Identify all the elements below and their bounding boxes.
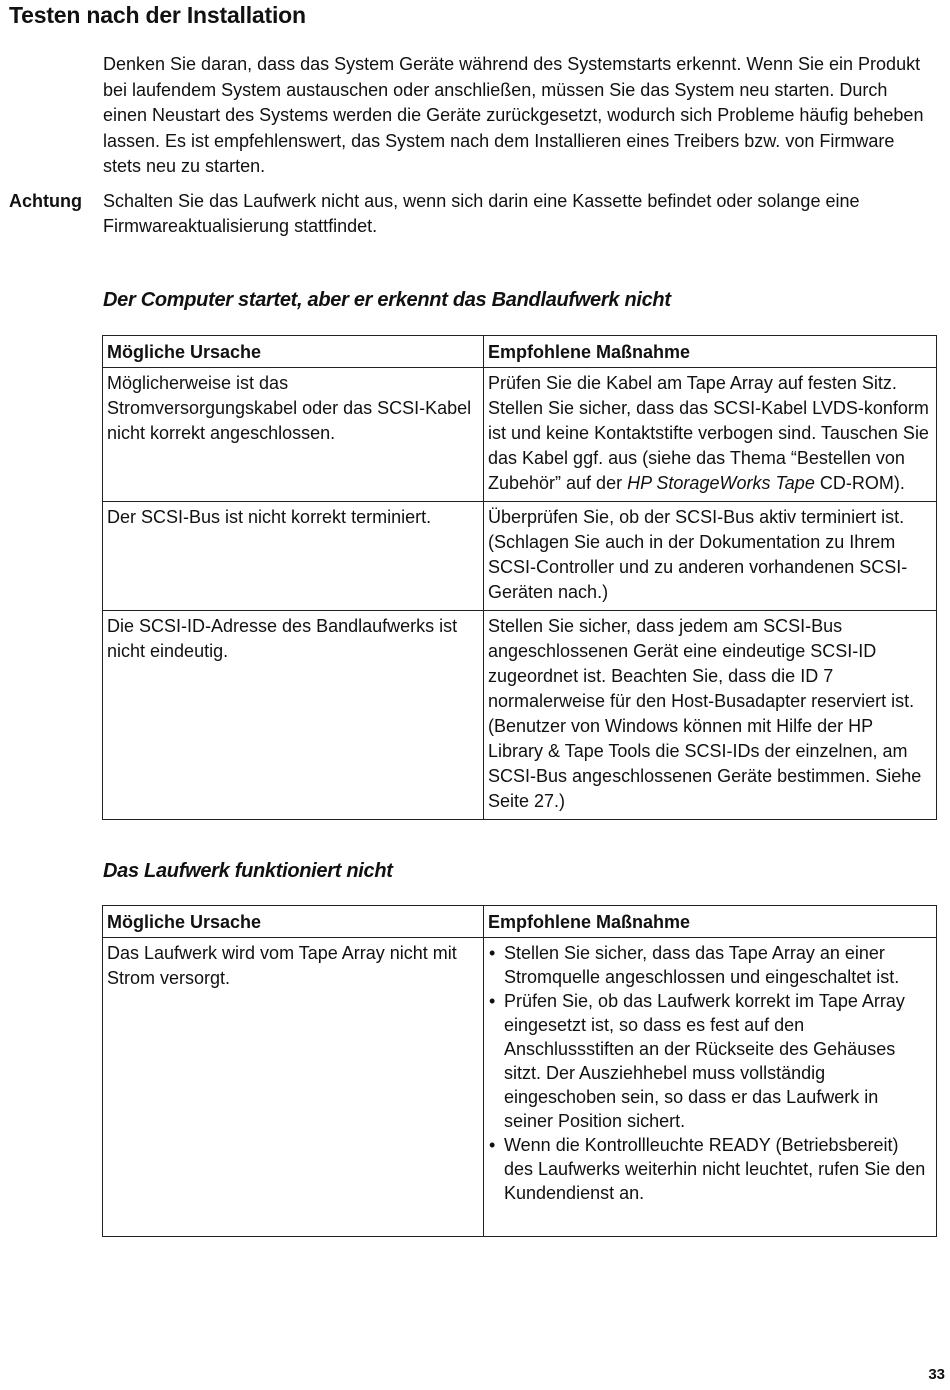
cause-cell: Die SCSI-ID-Adresse des Bandlaufwerks ist nicht eindeutig. [103,611,484,820]
section-title-computer-starts: Der Computer startet, aber er erkennt das Bandlaufwerk nicht [103,289,671,311]
column-header-cause: Mögliche Ursache [103,336,484,368]
table-row [103,502,937,611]
table-row [103,368,937,502]
action-list-item: • Wenn die Kontrollleuchte READY (Betriebsbereit) des Laufwerks weiterhin nicht leuchtet, rufen Sie den Kundendienst an. [488,1133,932,1205]
product-name: HP StorageWorks Tape [627,473,815,493]
table-row [103,938,937,1237]
action-cell [484,368,937,502]
table-header-row [103,906,937,938]
action-cell [484,938,937,1237]
column-header-action: Empfohlene Maßnahme [484,906,937,938]
table-row [103,611,937,820]
action-cell: Stellen Sie sicher, dass jedem am SCSI-Bus angeschlossenen Gerät eine eindeutige SCSI-ID zugeordnet ist. Beachten Sie, dass die ID 7 normalerweise für den Host-Busadapter reserviert ist. (Benutzer von Windows können mit Hilfe der HP Library & Tape Tools die SCSI-IDs der einzelnen, am SCSI-Bus angeschlossenen Geräte bestimmen. Siehe Seite 27.) [484,611,937,820]
action-list [488,941,932,1205]
column-header-cause: Mögliche Ursache [103,906,484,938]
column-header-action: Empfohlene Maßnahme [484,336,937,368]
page-title: Testen nach der Installation [9,2,306,28]
intro-paragraph: Denken Sie daran, dass das System Geräte während des Systemstarts erkennt. Wenn Sie ein Produkt bei laufendem System austauschen oder anschließen, müssen Sie das System neu starten. Durch einen Neustart des Systems werden die Geräte zurückgesetzt, wodurch sich Probleme häufig beheben lassen. Es ist empfehlenswert, das System nach dem Installieren eines Treibers bzw. von Firmware stets neu zu starten. [103,54,924,176]
caution-text: Schalten Sie das Laufwerk nicht aus, wenn sich darin eine Kassette befindet oder solange eine Firmwareaktualisierung stattfindet. [103,191,860,236]
action-text: Prüfen Sie die Kabel am Tape Array auf festen Sitz. Stellen Sie sicher, dass das SCSI-Kabel LVDS-konform ist und keine Kontaktstifte verbogen sind. Tauschen Sie das Kabel ggf. aus (siehe das Thema “Bestellen von Zubehör” auf der [488,373,929,493]
caution-label: Achtung [9,191,82,211]
action-list-item: • Stellen Sie sicher, dass das Tape Array an einer Stromquelle angeschlossen und eingeschaltet ist. [488,941,932,989]
troubleshooting-table-drive [102,905,937,1237]
cause-cell: Das Laufwerk wird vom Tape Array nicht mit Strom versorgt. [103,938,484,1237]
cause-cell: Der SCSI-Bus ist nicht korrekt terminiert. [103,502,484,611]
action-list-item: • Prüfen Sie, ob das Laufwerk korrekt im Tape Array eingesetzt ist, so dass es fest auf den Anschlussstiften an der Rückseite des Gehäuses sitzt. Der Ausziehhebel muss vollständig eingeschoben sein, so dass er das Laufwerk in seiner Position sichert. [488,989,932,1133]
section-title-drive-not-working: Das Laufwerk funktioniert nicht [103,860,393,882]
action-text-end: CD-ROM). [814,473,905,493]
cause-cell: Möglicherweise ist das Stromversorgungskabel oder das SCSI-Kabel nicht korrekt angeschlossen. [103,368,484,502]
troubleshooting-table-detection [102,335,937,820]
table-header-row [103,336,937,368]
action-cell: Überprüfen Sie, ob der SCSI-Bus aktiv terminiert ist. (Schlagen Sie auch in der Dokumentation zu Ihrem SCSI-Controller und zu anderen vorhandenen SCSI-Geräten nach.) [484,502,937,611]
page-number: 33 [928,1366,945,1383]
